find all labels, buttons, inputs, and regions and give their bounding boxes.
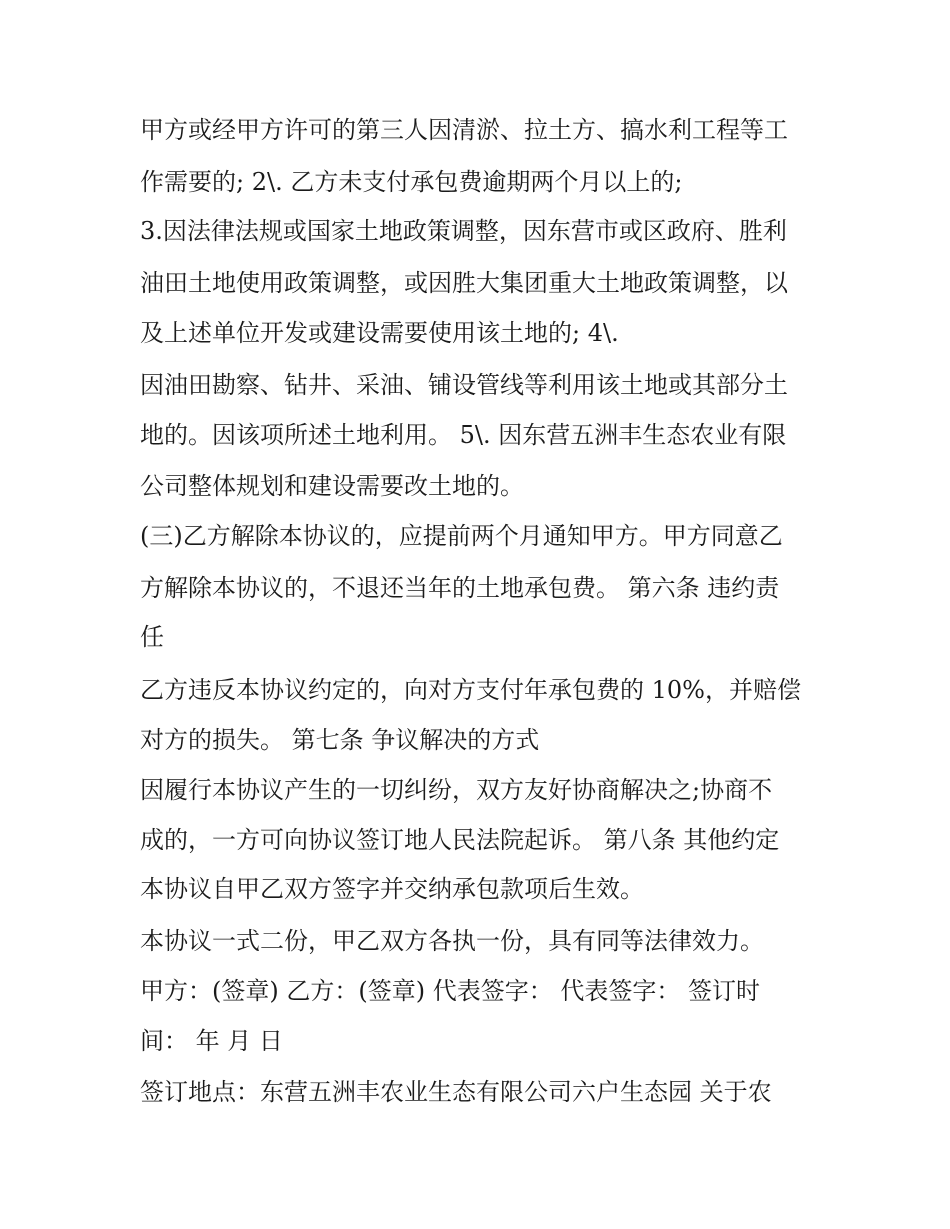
text-line: 方解除本协议的，不退还当年的土地承包费。 第六条 违约责 — [140, 574, 780, 602]
text-line: 作需要的; 2\. 乙方未支付承包费逾期两个月以上的; — [140, 168, 683, 196]
text-line: (三)乙方解除本协议的，应提前两个月通知甲方。甲方同意乙 — [140, 522, 783, 550]
text-line: 任 — [140, 623, 164, 651]
text-line: 签订地点：东营五洲丰农业生态有限公司六户生态园 关于农 — [140, 1078, 772, 1106]
text-line: 间： 年 月 日 — [140, 1027, 283, 1055]
text-line: 甲方：(签章) 乙方：(签章) 代表签字： 代表签字： 签订时 — [140, 977, 760, 1005]
text-line: 本协议一式二份，甲乙双方各执一份，具有同等法律效力。 — [140, 927, 764, 955]
text-line: 3.因法律法规或国家土地政策调整，因东营市或区政府、胜利 — [140, 217, 787, 245]
text-line: 公司整体规划和建设需要改土地的。 — [140, 472, 524, 500]
text-line: 及上述单位开发或建设需要使用该土地的; 4\. — [140, 319, 619, 347]
text-line: 油田土地使用政策调整，或因胜大集团重大土地政策调整，以 — [140, 269, 788, 297]
text-line: 因油田勘察、钻井、采油、铺设管线等利用该土地或其部分土 — [140, 371, 788, 399]
text-line: 乙方违反本协议约定的，向对方支付年承包费的 10%，并赔偿 — [140, 676, 801, 704]
text-line: 对方的损失。 第七条 争议解决的方式 — [140, 726, 540, 754]
text-line: 甲方或经甲方许可的第三人因清淤、拉土方、搞水利工程等工 — [140, 116, 788, 144]
text-line: 因履行本协议产生的一切纠纷，双方友好协商解决之;协商不 — [140, 776, 773, 804]
text-line: 地的。因该项所述土地利用。 5\. 因东营五洲丰生态农业有限 — [140, 421, 787, 449]
text-line: 成的，一方可向协议签订地人民法院起诉。 第八条 其他约定 — [140, 826, 780, 854]
text-line: 本协议自甲乙双方签字并交纳承包款项后生效。 — [140, 875, 644, 903]
